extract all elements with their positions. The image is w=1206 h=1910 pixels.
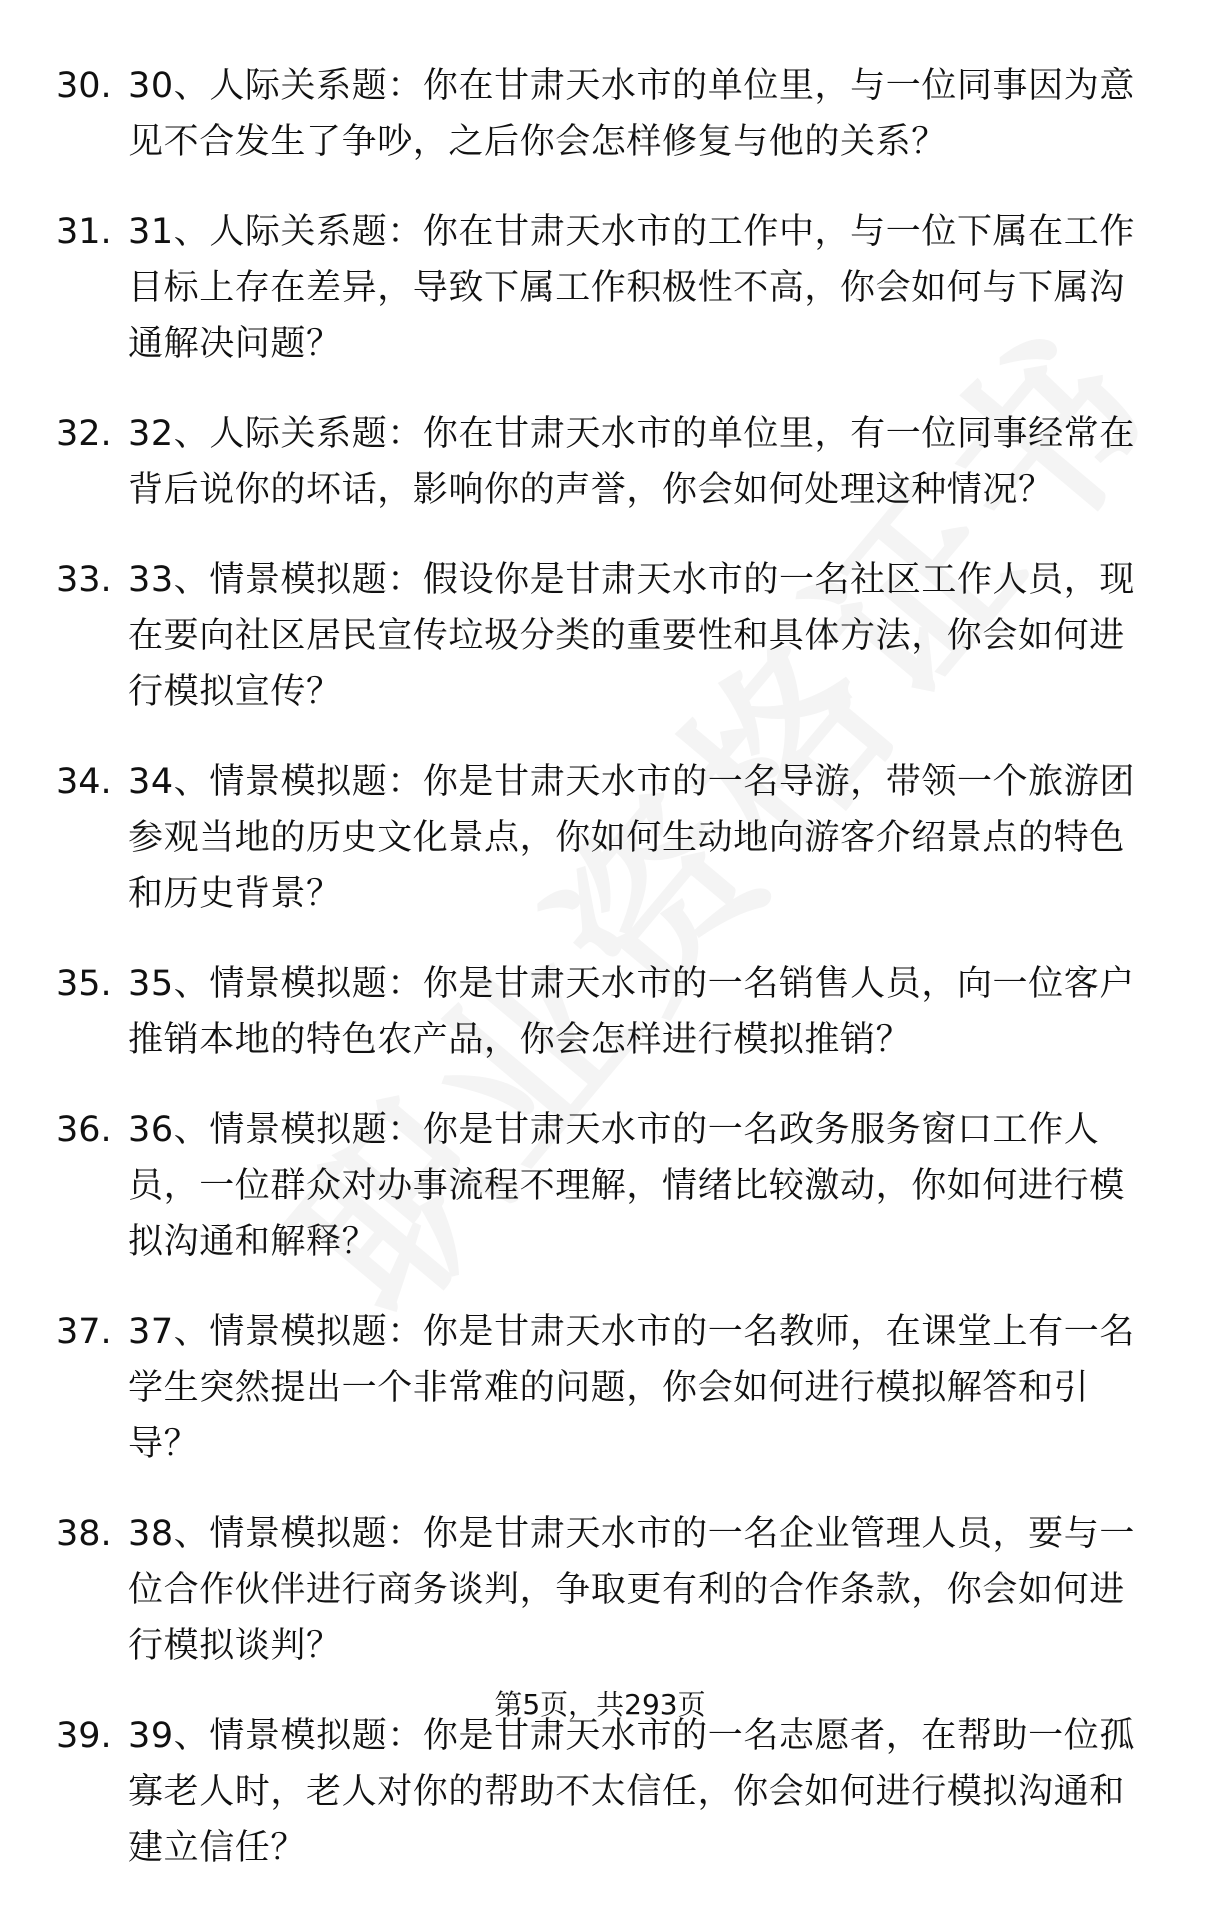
list-item (56, 406, 1146, 518)
item-text: 34、情景模拟题：你是甘肃天水市的一名导游，带领一个旅游团参观当地的历史文化景点，你如何生动地向游客介绍景点的特色和历史背景？ (128, 762, 1135, 914)
item-text: 32、人际关系题：你在甘肃天水市的单位里，有一位同事经常在背后说你的坏话，影响你的声誉，你会如何处理这种情况？ (128, 414, 1135, 510)
item-number: 32. (56, 414, 112, 454)
item-text: 31、人际关系题：你在甘肃天水市的工作中，与一位下属在工作目标上存在差异，导致下属工作积极性不高，你会如何与下属沟通解决问题？ (128, 212, 1135, 364)
item-text: 36、情景模拟题：你是甘肃天水市的一名政务服务窗口工作人员，一位群众对办事流程不理解，情绪比较激动，你如何进行模拟沟通和解释？ (128, 1110, 1125, 1262)
item-text: 39、情景模拟题：你是甘肃天水市的一名志愿者，在帮助一位孤寡老人时，老人对你的帮助不太信任，你会如何进行模拟沟通和建立信任？ (128, 1716, 1135, 1868)
item-text: 35、情景模拟题：你是甘肃天水市的一名销售人员，向一位客户推销本地的特色农产品，你会怎样进行模拟推销？ (128, 964, 1135, 1060)
list-item (56, 754, 1146, 922)
item-number: 33. (56, 560, 112, 600)
item-number: 36. (56, 1110, 112, 1150)
item-text: 30、人际关系题：你在甘肃天水市的单位里，与一位同事因为意见不合发生了争吵，之后你会怎样修复与他的关系？ (128, 66, 1135, 162)
item-number: 35. (56, 964, 112, 1004)
item-number: 34. (56, 762, 112, 802)
question-list (56, 58, 1146, 1910)
list-item (56, 1506, 1146, 1674)
item-text: 37、情景模拟题：你是甘肃天水市的一名教师，在课堂上有一名学生突然提出一个非常难的问题，你会如何进行模拟解答和引导？ (128, 1312, 1135, 1464)
item-text: 38、情景模拟题：你是甘肃天水市的一名企业管理人员，要与一位合作伙伴进行商务谈判，争取更有利的合作条款，你会如何进行模拟谈判？ (128, 1514, 1135, 1666)
list-item (56, 552, 1146, 720)
item-number: 31. (56, 212, 112, 252)
page-footer: 第5页，共293页 (494, 1688, 706, 1721)
item-number: 30. (56, 66, 112, 106)
list-item (56, 1304, 1146, 1472)
list-item (56, 204, 1146, 372)
list-item (56, 956, 1146, 1068)
item-number: 39. (56, 1716, 112, 1756)
item-number: 38. (56, 1514, 112, 1554)
list-item (56, 58, 1146, 170)
list-item (56, 1102, 1146, 1270)
list-item (56, 1708, 1146, 1876)
item-number: 37. (56, 1312, 112, 1352)
item-text: 33、情景模拟题：假设你是甘肃天水市的一名社区工作人员，现在要向社区居民宣传垃圾分类的重要性和具体方法，你会如何进行模拟宣传？ (128, 560, 1135, 712)
